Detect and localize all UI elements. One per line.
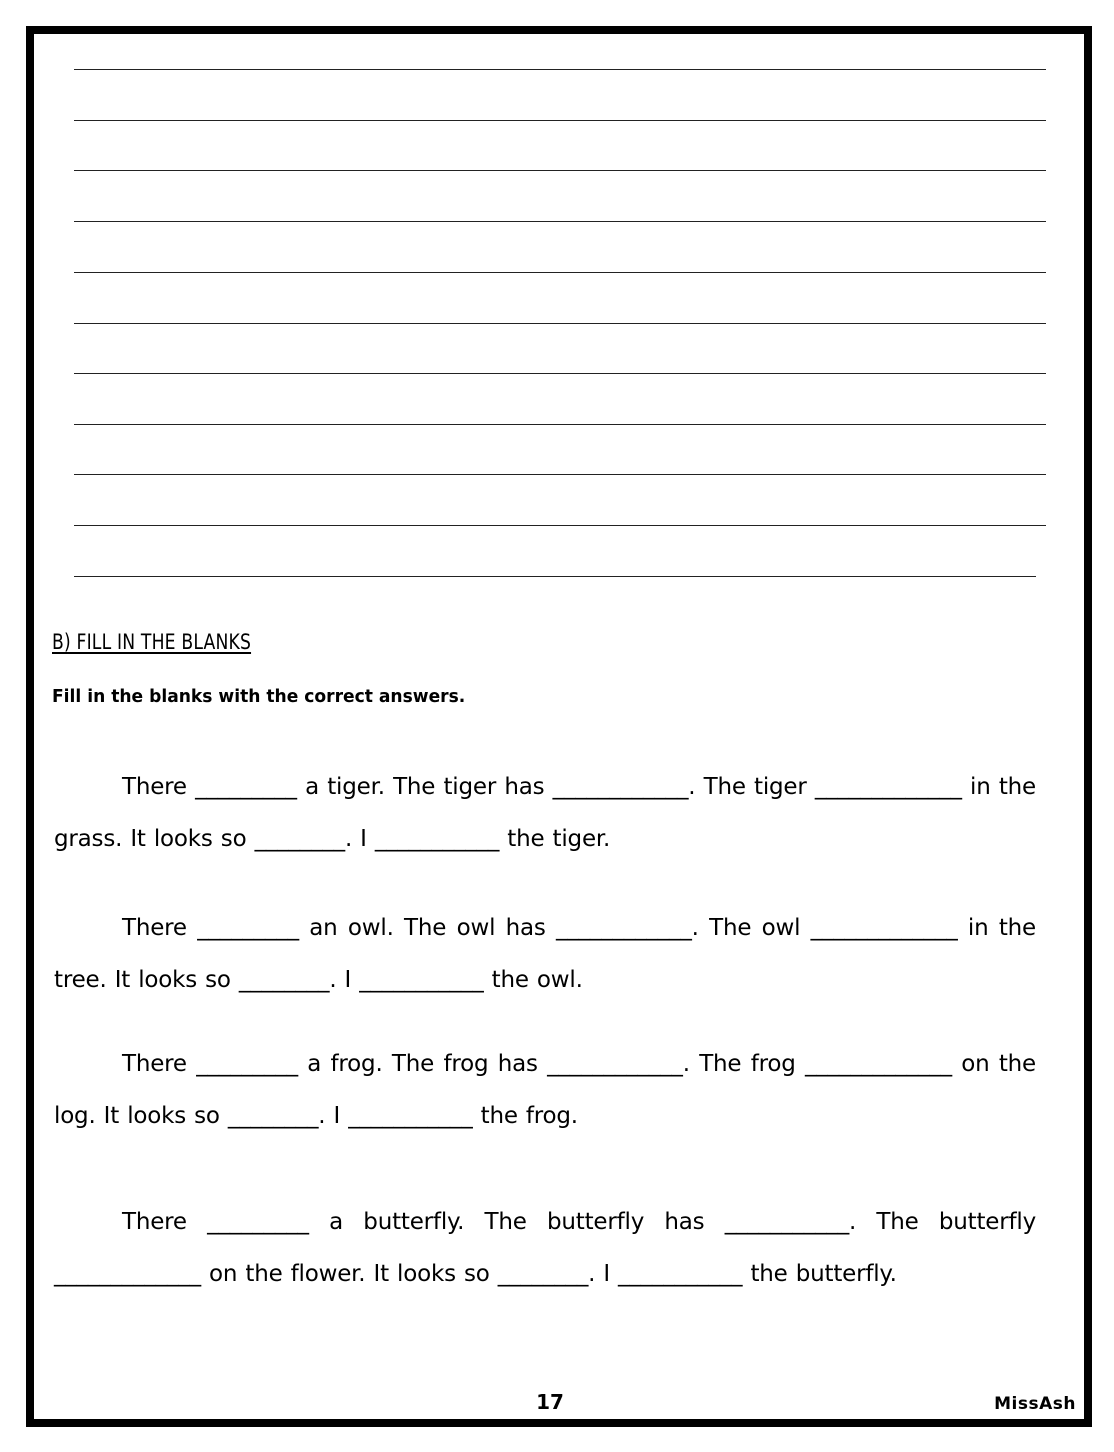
writing-line[interactable] — [74, 120, 1046, 121]
fill-blank-paragraph-tiger[interactable]: There _________ a tiger. The tiger has ____________. The tiger _____________ in the grass. It looks so ________. I ___________ the tiger. — [54, 774, 1036, 852]
instruction-text: Fill in the blanks with the correct answers. — [52, 686, 466, 707]
writing-line[interactable] — [74, 221, 1046, 222]
writing-line[interactable] — [74, 170, 1046, 171]
writing-line[interactable] — [74, 373, 1046, 374]
writing-line[interactable] — [74, 424, 1046, 425]
fill-blank-paragraph-butterfly[interactable]: There _________ a butterfly. The butterfly has ___________. The butterfly _____________ on the flower. It looks so ________. I ___________ the butterfly. — [54, 1209, 1036, 1287]
fill-blank-paragraph-frog[interactable]: There _________ a frog. The frog has ____________. The frog _____________ on the log. It looks so ________. I ___________ the frog. — [54, 1051, 1036, 1129]
writing-line[interactable] — [74, 272, 1046, 273]
writing-line[interactable] — [74, 323, 1046, 324]
section-heading: B) FILL IN THE BLANKS — [52, 630, 252, 654]
page-number: 17 — [536, 1390, 564, 1414]
writing-lines — [74, 0, 1046, 600]
writing-line[interactable] — [74, 525, 1046, 526]
writing-line[interactable] — [74, 474, 1046, 475]
brand-mark: MissAsh — [994, 1394, 1076, 1414]
writing-line[interactable] — [74, 69, 1046, 70]
fill-blank-paragraph-owl[interactable]: There _________ an owl. The owl has ____________. The owl _____________ in the tree. It looks so ________. I ___________ the owl. — [54, 915, 1036, 993]
writing-line[interactable] — [74, 576, 1036, 577]
